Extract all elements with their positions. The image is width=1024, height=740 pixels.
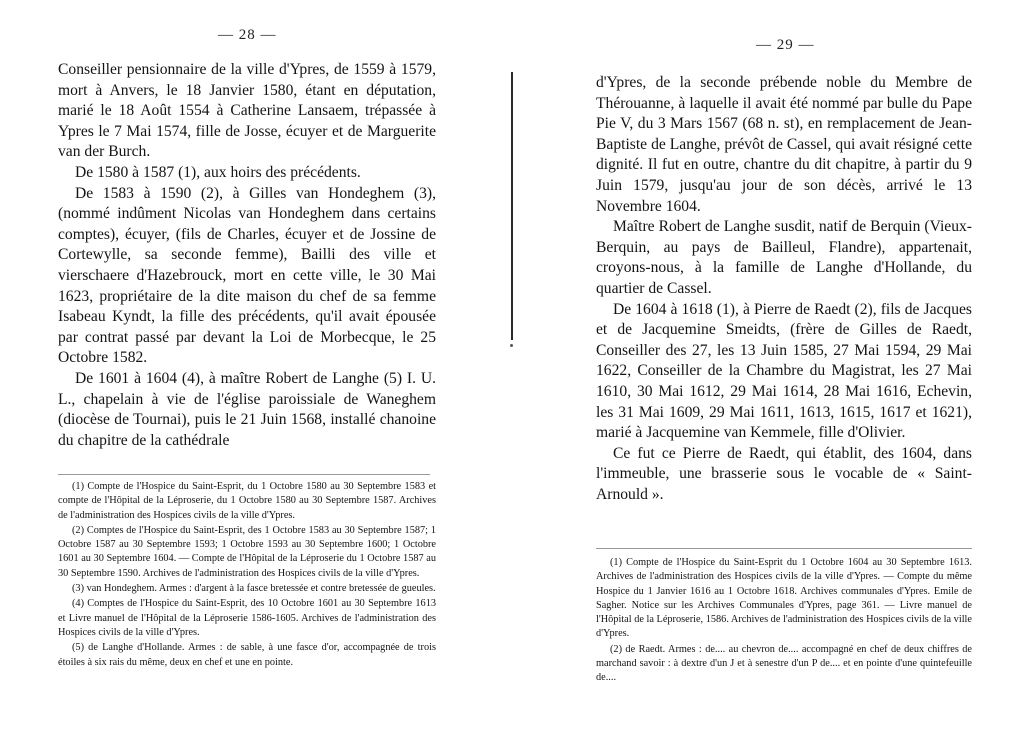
footnote: (4) Comptes de l'Hospice du Saint-Esprit, des 10 Octobre 1601 au 30 Septembre 1613 et Livre manuel de l'Hôpital de la Léproserie 1586-1605. Archives de l'administration des Hospices civils de la ville d'Ypres. [58,598,436,638]
body-text [596,73,972,505]
footnote: (2) de Raedt. Armes : de.... au chevron de.... accompagné en chef de deux chiffres de marchand savoir : à dextre d'un J et à senestre d'un P de.... et en pointe d'une quintefeuille de.... [596,643,972,684]
paragraph: Ce fut ce Pierre de Raedt, qui établit, des 1604, dans l'immeuble, une brasserie sous le vocable de « Saint-Arnould ». [596,444,972,503]
page-fold-line [511,72,513,340]
page-fold-mark [510,344,513,347]
footnotes [596,556,972,687]
footnote: (1) Compte de l'Hospice du Saint-Esprit du 1 Octobre 1604 au 30 Septembre 1613. Archives de l'administration des Hospices civils de la ville d'Ypres. — Compte du même Hospice du 1 Janvier 1616 au 1 Octobre 1618. Archives communales d'Ypres. Emile de Sagher. Notice sur les Archives Communales d'Ypres, page 361. — Livre manuel de l'Hôpital de la Léproserie, 1586. Archives de l'administration des Hospices civils de la ville d'Ypres. [596,557,972,640]
page-number: — 28 — [218,27,277,43]
footnote: (2) Comptes de l'Hospice du Saint-Esprit, des 1 Octobre 1583 au 30 Septembre 1587; 1 Octobre 1587 au 30 Septembre 1593; 1 Octobre 1593 au 30 Septembre 1600; 1 Octobre 1601 au 30 Septembre 1604. — Compte de l'Hôpital de la Léproserie du 1 Octobre 1587 au 30 Septembre 1590. Archives de l'administration des Hospices civils de la ville d'Ypres. [58,524,436,579]
paragraph: Conseiller pensionnaire de la ville d'Ypres, de 1559 à 1579, mort à Anvers, le 18 Janvier 1580, étant en députation, marié le 18 Août 1554 à Catherine Lansaem, trépassée à Ypres le 7 Mai 1574, fille de Josse, écuyer et de Marguerite van der Burch. [58,61,436,161]
footnotes [58,480,436,671]
paragraph: De 1583 à 1590 (2), à Gilles van Hondeghem (3), (nommé indûment Nicolas van Hondeghem dans certains comptes), écuyer, (fils de Charles, écuyer et de Jossine de Cortewylle, sa seconde femme), Bailli des ville et vierschaere d'Hazebrouck, mort en cette ville, le 30 Mai 1623, propriétaire de la dite maison du chef de sa femme Isabeau Kyndt, la fille des précédents, qu'il avait épousée par contrat passé par devant la Loi de Morbecque, le 25 Octobre 1582. [58,184,436,367]
footnote: (3) van Hondeghem. Armes : d'argent à la fasce bretessée et contre bretessée de gueules. [72,583,436,595]
paragraph: De 1604 à 1618 (1), à Pierre de Raedt (2), fils de Jacques et de Jacquemine Smeidts, (frère de Gilles de Raedt, Conseiller des 27, les 13 Juin 1585, 27 Mai 1594, 29 Mai 1622, Conseiller de la Chambre du Magistrat, les 27 Mai 1610, 30 Mai 1612, 29 Mai 1614, 28 Mai 1616, Echevin, les 31 Mai 1609, 29 Mai 1611, 1613, 1615, 1617 et 1621), marié à Jacquemine van Kemmele, fille d'Olivier. [596,300,972,442]
footnote-divider [596,548,972,549]
paragraph: d'Ypres, de la seconde prébende noble du Membre de Thérouanne, à laquelle il avait été nommé par bulle du Pape Pie V, du 3 Mars 1567 (68 n. st), en remplacement de Jean-Baptiste de Langhe, prévôt de Cassel, qui avait résigné cette dignité. Il fut en outre, chantre du dit chapitre, à partir du 9 Juin 1579, jusqu'au jour de son décès, arrivé le 13 Novembre 1604. [596,74,972,215]
paragraph: De 1580 à 1587 (1), aux hoirs des précédents. [75,163,361,181]
body-text [58,60,436,451]
footnote-divider [58,474,430,475]
page-number: — 29 — [756,37,815,53]
footnote: (1) Compte de l'Hospice du Saint-Esprit, du 1 Octobre 1580 au 30 Septembre 1583 et compte de l'Hôpital de la Léproserie, du 1 Octobre 1580 au 30 Septembre 1587. Archives de l'administration des Hospices civils de la ville d'Ypres. [58,481,436,521]
paragraph: De 1601 à 1604 (4), à maître Robert de Langhe (5) I. U. L., chapelain à vie de l'église paroissiale de Waneghem (diocèse de Tournai), puis le 21 Juin 1568, installé chanoine du chapitre de la cathédrale [58,369,436,449]
paragraph: Maître Robert de Langhe susdit, natif de Berquin (Vieux-Berquin, au pays de Bailleul, Flandre), appartenait, croyons-nous, à la famille de Langhe d'Hollande, du quartier de Cassel. [596,218,972,297]
footnote: (5) de Langhe d'Hollande. Armes : de sable, à une fasce d'or, accompagnée de trois étoiles à six rais du même, deux en chef et une en pointe. [58,642,436,668]
